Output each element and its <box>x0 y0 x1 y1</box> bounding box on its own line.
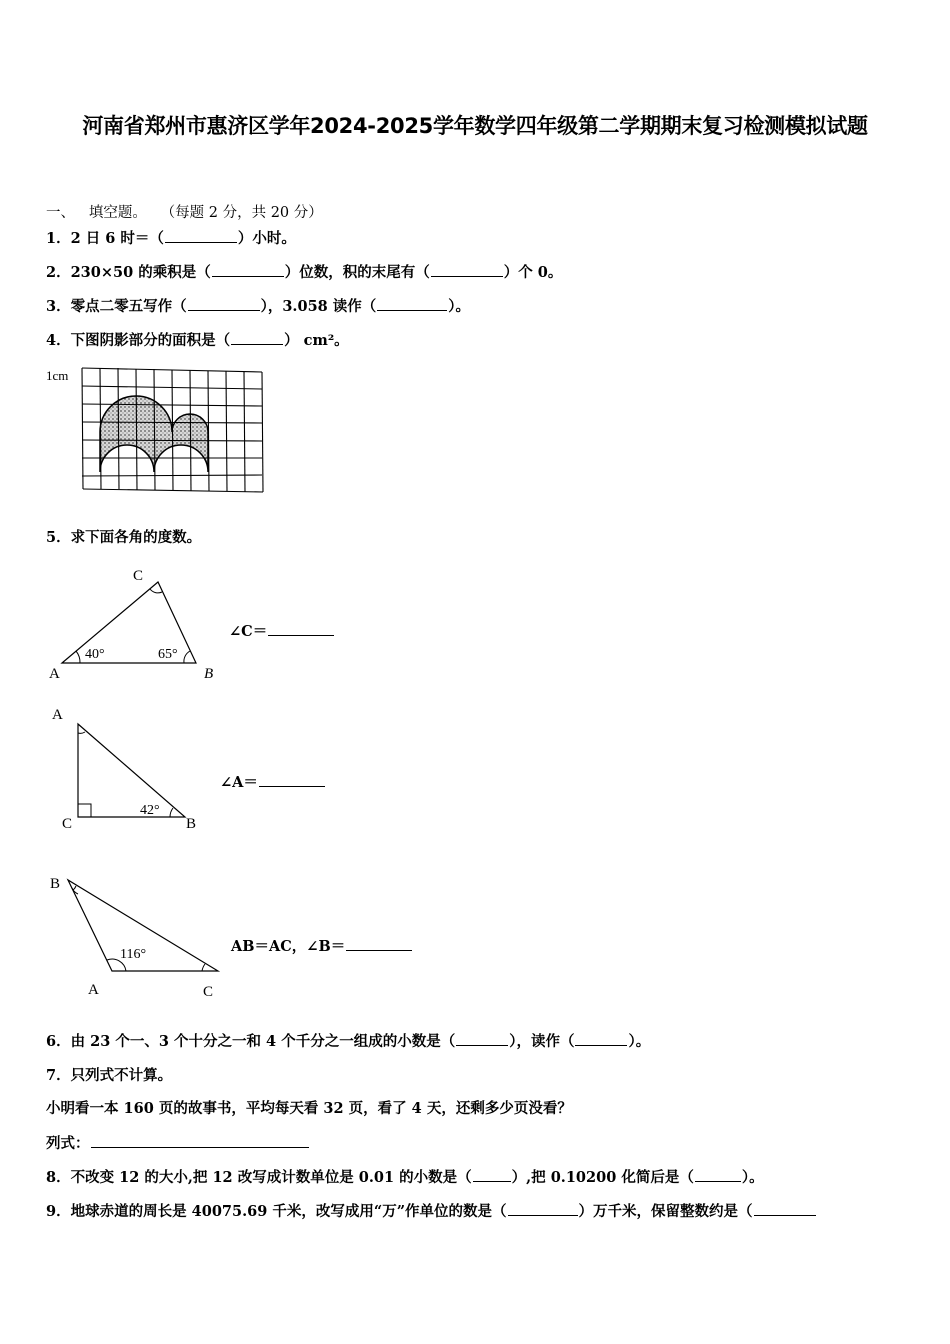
question-5: 5．求下面各角的度数。 <box>46 529 202 546</box>
answer-blank[interactable] <box>754 1201 816 1216</box>
section-header <box>46 203 323 223</box>
triangle-3-figure <box>40 868 230 1003</box>
question-6: 6．由 23 个一、3 个十分之一和 4 个千分之一组成的小数是（ ），读作（ ）。 <box>46 1033 651 1050</box>
question-4: 4．下图阴影部分的面积是（ ） cm²。 <box>46 332 349 349</box>
answer-blank[interactable] <box>377 296 447 311</box>
right-angle-mark <box>78 804 91 817</box>
answer-blank[interactable] <box>346 936 412 951</box>
angle-a-label: 40° <box>85 647 105 662</box>
angle-arc <box>73 886 76 890</box>
question-7-formula: 列式： <box>46 1133 310 1154</box>
question-number: 2． <box>46 264 71 281</box>
question-1: 1．2 日 6 时＝（ ）小时。 <box>46 230 296 247</box>
angle-arc <box>170 808 173 817</box>
question-number: 3． <box>46 298 71 315</box>
page-title: 河南省郑州市惠济区学年2024-2025学年数学四年级第二学期期末复习检测模拟试题 <box>82 114 868 138</box>
angle-a-label: 116° <box>120 947 147 962</box>
answer-blank[interactable] <box>188 296 260 311</box>
question-9: 9．地球赤道的周长是 40075.69 千米，改写成用“万”作单位的数是（ ）万千米，保留整数约是（ <box>46 1201 817 1222</box>
section-note: （每题 2 分，共 20 分） <box>160 205 323 221</box>
angle-arc <box>78 732 85 733</box>
question-number: 4． <box>46 332 71 349</box>
triangle-2-answer: ∠A＝ <box>220 771 326 792</box>
triangle-1-figure <box>40 560 230 685</box>
angle-arc <box>76 651 80 663</box>
vertex-label-a: A <box>88 982 99 998</box>
triangle-3-answer: AB＝AC，∠B＝ <box>231 935 413 956</box>
question-7-problem: 小明看一本 160 页的故事书，平均每天看 32 页，看了 4 天，还剩多少页没看？ <box>46 1100 572 1117</box>
scale-label: 1cm <box>46 368 69 383</box>
vertex-label-a: A <box>49 666 60 682</box>
question-number: 7． <box>46 1067 71 1084</box>
triangle-2-figure <box>40 700 220 835</box>
answer-blank[interactable] <box>473 1167 511 1182</box>
question-8: 8．不改变 12 的大小,把 12 改写成计数单位是 0.01 的小数是（ ）,把 0.10200 化简后是（ ）。 <box>46 1169 764 1186</box>
shaded-area-grid-figure <box>44 362 274 497</box>
answer-blank[interactable] <box>259 772 325 787</box>
triangle-2 <box>78 724 185 817</box>
answer-blank[interactable] <box>695 1167 741 1182</box>
triangle-1-answer: ∠C＝ <box>229 620 335 641</box>
formula-blank[interactable] <box>91 1133 309 1148</box>
angle-b-label: 42° <box>140 803 160 818</box>
question-number: 8． <box>46 1169 71 1186</box>
vertex-label-c: C <box>203 984 214 1000</box>
answer-blank[interactable] <box>212 262 284 277</box>
section-number: 一、 <box>46 205 75 221</box>
question-7: 7．只列式不计算。 <box>46 1067 173 1084</box>
question-number: 9． <box>46 1203 71 1220</box>
answer-blank[interactable] <box>508 1201 578 1216</box>
answer-blank[interactable] <box>431 262 503 277</box>
angle-arc <box>184 651 190 663</box>
question-number: 1． <box>46 230 71 247</box>
vertex-label-b: B <box>186 816 197 832</box>
answer-blank[interactable] <box>575 1031 627 1046</box>
vertex-label-c: C <box>133 568 144 584</box>
answer-blank[interactable] <box>231 330 283 345</box>
section-name: 填空题。 <box>88 205 147 221</box>
question-number: 6． <box>46 1033 71 1050</box>
answer-blank[interactable] <box>268 621 334 636</box>
question-2: 2．230×50 的乘积是（ ）位数，积的末尾有（ ）个 0。 <box>46 264 563 281</box>
angle-b-label: 65° <box>158 647 178 662</box>
vertex-label-a: A <box>52 707 63 723</box>
answer-blank[interactable] <box>165 228 237 243</box>
question-number: 5． <box>46 529 71 546</box>
answer-blank[interactable] <box>456 1031 508 1046</box>
vertex-label-b: B <box>204 666 214 682</box>
vertex-label-c: C <box>62 816 73 832</box>
angle-arc <box>150 589 162 593</box>
angle-arc <box>202 964 205 971</box>
vertex-label-b: B <box>50 876 61 892</box>
question-3: 3．零点二零五写作（ ），3.058 读作（ ）。 <box>46 298 471 315</box>
